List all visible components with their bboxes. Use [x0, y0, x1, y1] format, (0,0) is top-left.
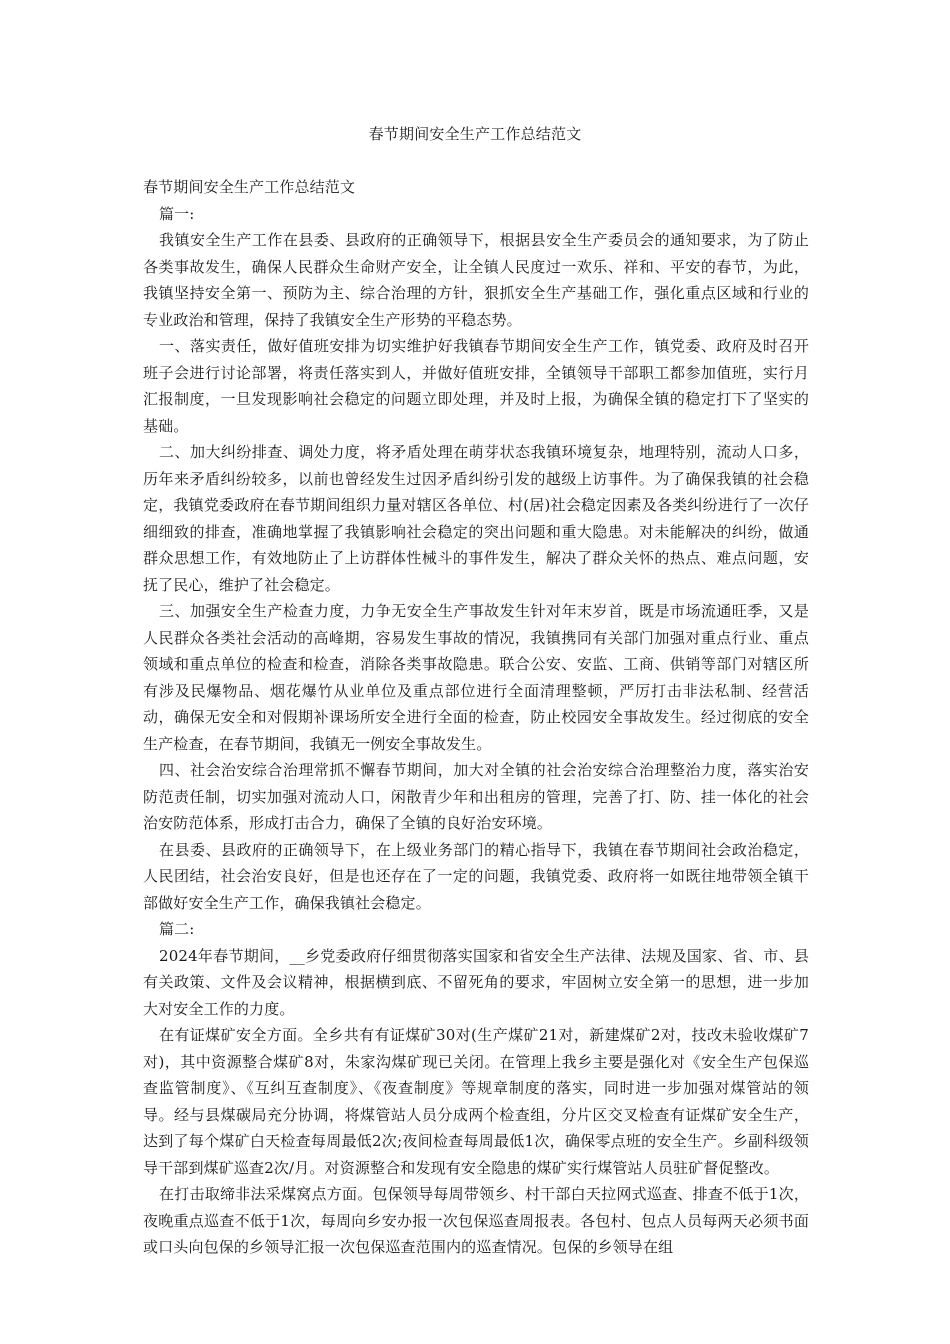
document-body	[143, 174, 809, 1261]
section-label-2: 篇二:	[159, 920, 195, 938]
paragraph: 一、落实责任，做好值班安排为切实维护好我镇春节期间安全生产工作，镇党委、政府及时召开班子会进行讨论部署，将责任落实到人，并做好值班安排，全镇领导干部职工都参加值班，实行月汇报制度，一旦发现影响社会稳定的问题立即处理，并及时上报，为确保全镇的稳定打下了坚实的基础。	[143, 337, 809, 435]
paragraph: 在县委、县政府的正确领导下，在上级业务部门的精心指导下，我镇在春节期间社会政治稳定，人民团结，社会治安良好，但是也还存在了一定的问题，我镇党委、政府将一如既往地带领全镇干部做好安全生产工作，确保我镇社会稳定。	[143, 840, 809, 912]
paragraph: 在有证煤矿安全方面。全乡共有有证煤矿30对(生产煤矿21对，新建煤矿2对，技改未验收煤矿7对)，其中资源整合煤矿8对，朱家沟煤矿现已关闭。在管理上我乡主要是强化对《安全生产包保巡查监管制度》、《互纠互查制度》、《夜查制度》等规章制度的落实，同时进一步加强对煤管站的领导。经与县煤碳局充分协调，将煤管站人员分成两个检查组，分片区交叉检查有证煤矿安全生产，达到了每个煤矿白天检查每周最低2次;夜间检查每周最低1次，确保零点班的安全生产。乡副科级领导干部到煤矿巡查2次/月。对资源整合和发现有安全隐患的煤矿实行煤管站人员驻矿督促整改。	[143, 1026, 809, 1177]
paragraph: 我镇安全生产工作在县委、县政府的正确领导下，根据县安全生产委员会的通知要求，为了防止各类事故发生，确保人民群众生命财产安全，让全镇人民度过一欢乐、祥和、平安的春节，为此，我镇坚持安全第一、预防为主、综合治理的方针，狠抓安全生产基础工作，强化重点区域和行业的专业政治和管理，保持了我镇安全生产形势的平稳态势。	[143, 231, 809, 329]
document-title: 春节期间安全生产工作总结范文	[368, 125, 582, 143]
paragraph: 二、加大纠纷排查、调处力度，将矛盾处理在萌芽状态我镇环境复杂，地理特别，流动人口多，历年来矛盾纠纷较多，以前也曾经发生过因矛盾纠纷引发的越级上访事件。为了确保我镇的社会稳定，我镇党委政府在春节期间组织力量对辖区各单位、村(居)社会稳定因素及各类纠纷进行了一次仔细细致的排查，准确地掌握了我镇影响社会稳定的突出问题和重大隐患。对未能解决的纠纷，做通群众思想工作，有效地防止了上访群体性械斗的事件发生，解决了群众关怀的热点、难点问题，安抚了民心，维护了社会稳定。	[143, 443, 809, 594]
paragraph: 三、加强安全生产检查力度，力争无安全生产事故发生针对年末岁首，既是市场流通旺季，又是人民群众各类社会活动的高峰期，容易发生事故的情况，我镇携同有关部门加强对重点行业、重点领域和重点单位的检查和检查，消除各类事故隐患。联合公安、安监、工商、供销等部门对辖区所有涉及民爆物品、烟花爆竹从业单位及重点部位进行全面清理整顿，严厉打击非法私制、经营活动，确保无安全和对假期补课场所安全进行全面的检查，防止校园安全事故发生。经过彻底的安全生产检查，在春节期间，我镇无一例安全事故发生。	[143, 602, 809, 753]
paragraph: 2024年春节期间，__乡党委政府仔细贯彻落实国家和省安全生产法律、法规及国家、省、市、县有关政策、文件及会议精神，根据横到底、不留死角的要求，牢固树立安全第一的思想，进一步加大对安全工作的力度。	[143, 946, 809, 1018]
paragraph: 四、社会治安综合治理常抓不懈春节期间，加大对全镇的社会治安综合治理整治力度，落实治安防范责任制，切实加强对流动人口，闲散青少年和出租房的管理，完善了打、防、挂一体化的社会治安防范体系，形成打击合力，确保了全镇的良好治安环境。	[143, 761, 809, 832]
document-subtitle: 春节期间安全生产工作总结范文	[143, 178, 356, 196]
paragraph: 在打击取缔非法采煤窝点方面。包保领导每周带领乡、村干部白天拉网式巡查、排查不低于1次，夜晚重点巡查不低于1次，每周向乡安办报一次包保巡查周报表。各包村、包点人员每两天必须书面或口头向包保的乡领导汇报一次包保巡查范围内的巡查情况。包保的乡领导在组	[143, 1185, 809, 1256]
section-label-1: 篇一:	[159, 204, 195, 223]
